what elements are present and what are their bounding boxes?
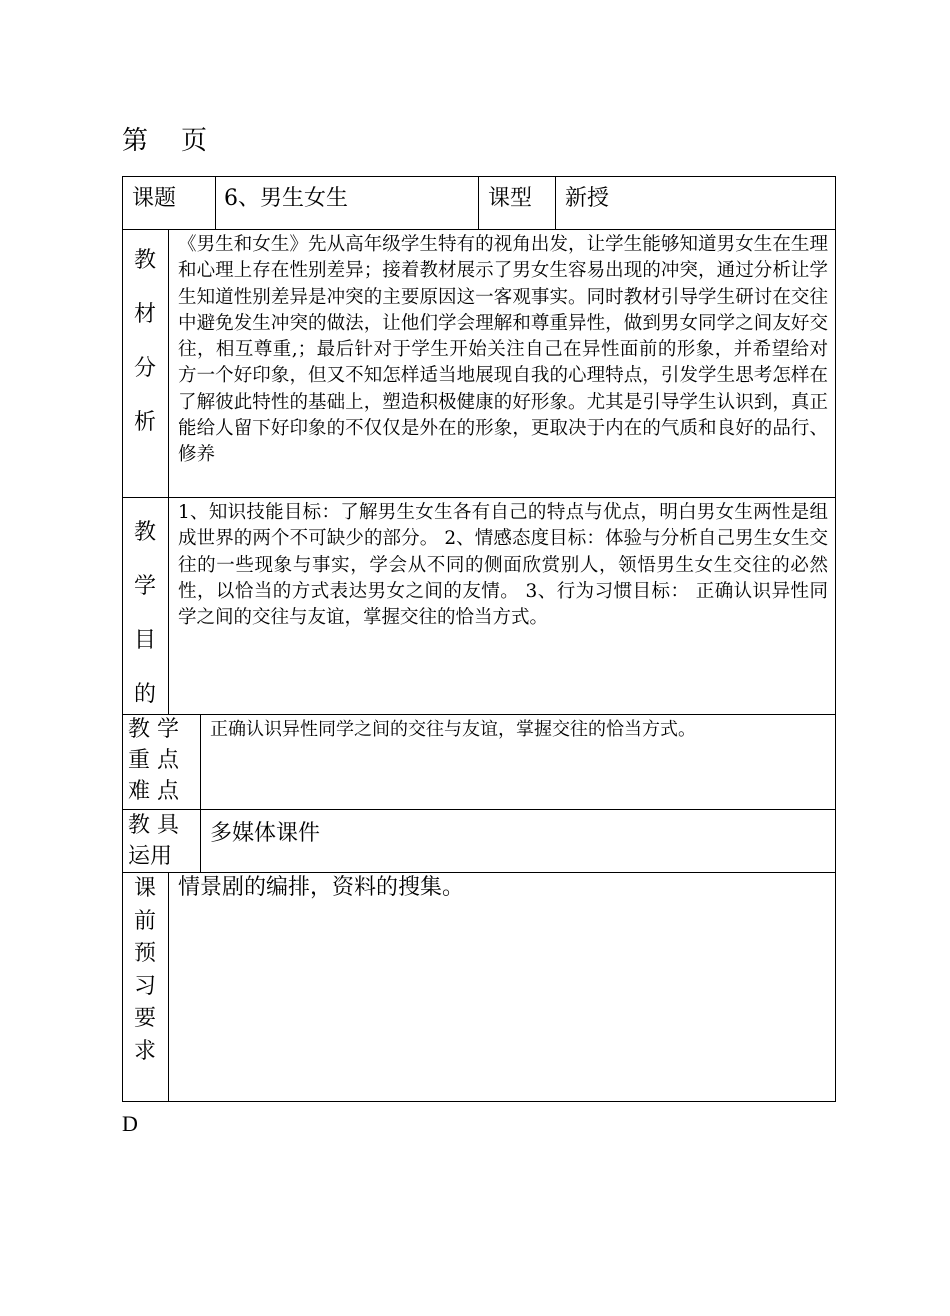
page-number-label: 第 页 [122, 126, 208, 156]
preview-label-char: 求 [133, 1038, 156, 1064]
row-divider-1 [122, 229, 836, 230]
key-points-label-line: 重 点 [128, 748, 179, 773]
lesson-type-label: 课型 [488, 186, 533, 211]
tools-text: 多媒体课件 [210, 821, 321, 846]
topic-value: 6、男生女生 [224, 186, 348, 211]
analysis-label [122, 234, 168, 450]
analysis-label-char: 教 [133, 248, 156, 273]
key-points-label-line: 教 学 [128, 717, 179, 742]
key-points-label-line: 难 点 [128, 779, 179, 804]
topic-label: 课题 [132, 186, 177, 211]
label-col-divider-2 [200, 714, 201, 873]
row-divider-4 [122, 809, 836, 810]
analysis-label-char: 材 [133, 302, 156, 327]
row1-divider-a [215, 176, 216, 230]
preview-label [122, 873, 168, 1068]
label-col-divider-1 [168, 229, 169, 715]
analysis-label-char: 分 [133, 356, 156, 381]
preview-label-char: 课 [133, 876, 156, 901]
lesson-plan-table [122, 176, 836, 1102]
key-points-text: 正确认识异性同学之间的交往与友谊，掌握交往的恰当方式。 [210, 719, 696, 740]
preview-label-char: 预 [133, 941, 156, 966]
tools-label-line: 运用 [128, 844, 173, 869]
objectives-label-char: 学 [133, 574, 156, 599]
tools-label-line: 教 具 [128, 813, 179, 838]
preview-label-char: 前 [133, 908, 156, 934]
footer-mark: D [122, 1111, 138, 1136]
objectives-label-char: 教 [133, 520, 156, 545]
key-points-label [128, 714, 200, 807]
preview-label-char: 要 [133, 1006, 156, 1031]
label-col-divider-3 [168, 872, 169, 1102]
objectives-text: 1、知识技能目标：了解男生女生各有自己的特点与优点，明白男女生两性是组成世界的两个不可缺少的部分。 2、情感态度目标：体验与分析自己男生女生交往的一些现象与事实，学会从不同的侧面欣赏别人，领悟男生女生交往的必然性，以恰当的方式表达男女之间的友情。 3、行为习惯目标： 正确认识异性同学之间的交往与友谊，掌握交往的恰当方式。 [178, 502, 828, 629]
analysis-text: 《男生和女生》先从高年级学生特有的视角出发，让学生能够知道男女生在生理和心理上存在性别差异；接着教材展示了男女生容易出现的冲突，通过分析让学生知道性别差异是冲突的主要原因这一客观事实。同时教材引导学生研讨在交往中避免发生冲突的做法，让他们学会理解和尊重异性，做到男女同学之间友好交往，相互尊重,；最后针对于学生开始关注自己在异性面前的形象，并希望给对方一个好印象，但又不知怎样适当地展现自我的心理特点，引发学生思考怎样在了解彼此特性的基础上，塑造积极健康的好形象。尤其是引导学生认识到，真正能给人留下好印象的不仅仅是外在的形象，更取决于内在的气质和良好的品行、修养 [178, 234, 828, 466]
tools-label [128, 810, 200, 872]
preview-label-char: 习 [133, 973, 156, 999]
objectives-label [122, 506, 168, 722]
row1-divider-c [555, 176, 556, 230]
row-divider-2 [122, 497, 836, 498]
table-border-bottom [122, 1101, 836, 1102]
row-divider-3 [122, 714, 836, 715]
lesson-type-value: 新授 [565, 186, 610, 211]
table-border-right [835, 176, 836, 1102]
preview-text: 情景剧的编排，资料的搜集。 [178, 875, 465, 900]
objectives-label-char: 的 [133, 682, 156, 707]
objectives-label-char: 目 [133, 628, 156, 653]
table-border-top [122, 176, 836, 177]
row1-divider-b [478, 176, 479, 230]
analysis-label-char: 析 [133, 410, 156, 435]
